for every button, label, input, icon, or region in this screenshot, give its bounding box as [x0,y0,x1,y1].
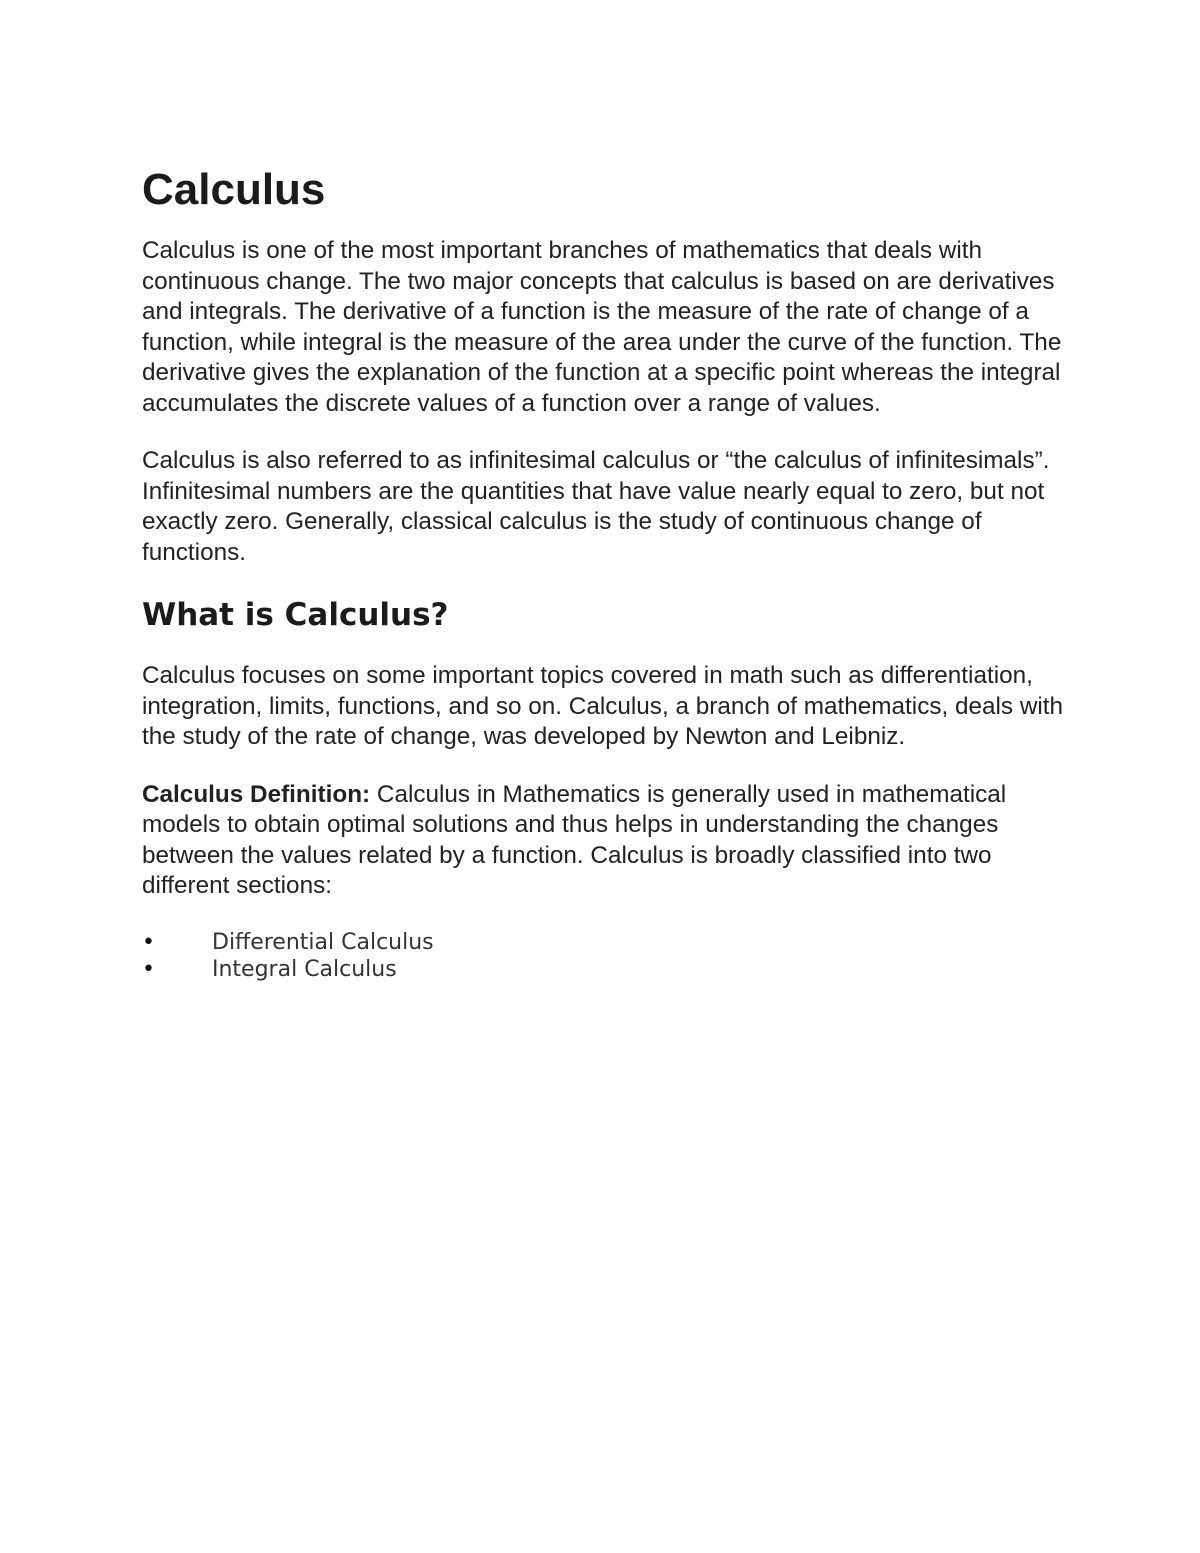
list-item [142,956,1072,984]
bullet-icon: • [142,957,155,982]
infinitesimal-paragraph: Calculus is also referred to as infinitesimal calculus or “the calculus of infinitesimals”. Infinitesimal numbers are the quantities that have value nearly equal to zero, but not exactly zero. Generally, classical calculus is the study of continuous change of functions. [142,447,1050,566]
definition-text: Calculus in Mathematics is generally used in mathematical models to obtain optimal solutions and thus helps in understanding the changes between the values related by a function. Calculus is broadly classified into two different sections: [142,780,1007,899]
definition-label: Calculus Definition: [142,780,371,808]
sections-list [142,929,1072,984]
list-item-label: Integral Calculus [212,957,397,982]
bullet-icon: • [142,929,155,955]
list-item [142,929,1072,957]
document-content [142,162,1072,984]
section-heading: What is Calculus? [142,597,449,633]
page-title: Calculus [142,165,326,214]
section-paragraph: Calculus focuses on some important topics covered in math such as differentiation, integration, limits, functions, and so on. Calculus, a branch of mathematics, deals with the study of the rate of change, was developed by Newton and Leibniz. [142,662,1064,750]
definition-paragraph [142,780,1072,902]
list-item-label: Differential Calculus [212,929,434,955]
intro-paragraph: Calculus is one of the most important branches of mathematics that deals with continuous change. The two major concepts that calculus is based on are derivatives and integrals. The derivative of a function is the measure of the rate of change of a function, while integral is the measure of the area under the curve of the function. The derivative gives the explanation of the function at a specific point whereas the integral accumulates the discrete values of a function over a range of values. [142,237,1062,417]
